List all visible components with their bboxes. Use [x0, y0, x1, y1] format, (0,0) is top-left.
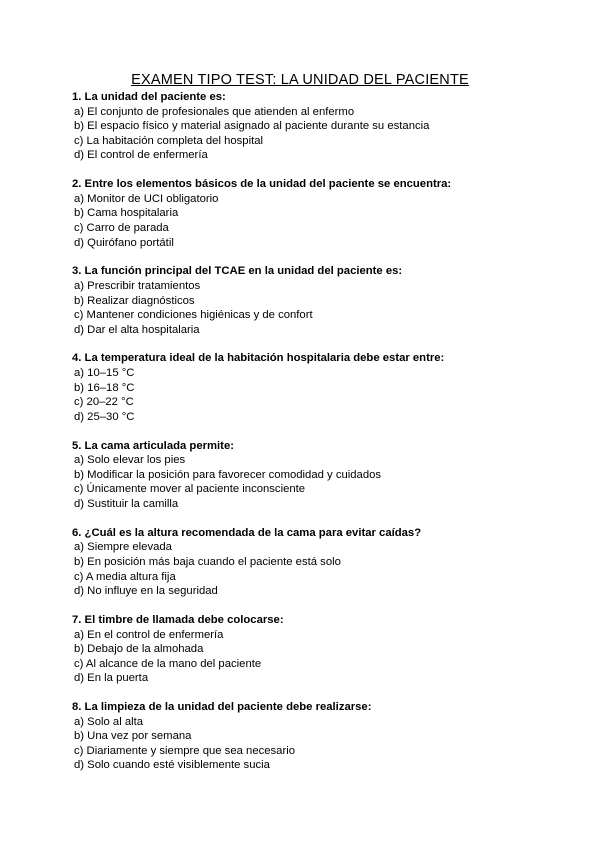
- option-c: c) Diariamente y siempre que sea necesario: [74, 744, 296, 757]
- option-a: a) Monitor de UCI obligatorio: [74, 192, 219, 205]
- question-title: 4. La temperatura ideal de la habitación hospitalaria debe estar entre:: [72, 352, 445, 365]
- option-b: b) 16–18 °C: [74, 381, 135, 394]
- option-b: b) Modificar la posición para favorecer comodidad y cuidados: [74, 468, 382, 481]
- question-5: [72, 439, 572, 512]
- option-c: c) Al alcance de la mano del paciente: [74, 657, 262, 670]
- option-b: b) Cama hospitalaria: [74, 207, 179, 220]
- option-a: a) El conjunto de profesionales que atienden al enfermo: [74, 105, 355, 118]
- question-title: 2. Entre los elementos básicos de la unidad del paciente se encuentra:: [72, 178, 452, 191]
- option-c: c) A media altura fija: [74, 570, 176, 583]
- option-a: a) En el control de enfermería: [74, 628, 224, 641]
- option-b: b) En posición más baja cuando el paciente está solo: [74, 555, 341, 568]
- option-d: d) En la puerta: [74, 672, 149, 685]
- option-d: d) Dar el alta hospitalaria: [74, 323, 200, 336]
- option-d: d) Solo cuando esté visiblemente sucia: [74, 759, 270, 772]
- option-c: c) Únicamente mover al paciente inconsciente: [74, 483, 306, 496]
- option-b: b) Debajo de la almohada: [74, 643, 204, 656]
- question-4: [72, 351, 572, 424]
- question-2: [72, 177, 572, 250]
- option-c: c) Mantener condiciones higiénicas y de confort: [74, 309, 313, 322]
- question-title: 3. La función principal del TCAE en la unidad del paciente es:: [72, 265, 403, 278]
- question-1: [72, 90, 572, 163]
- option-b: b) Realizar diagnósticos: [74, 294, 195, 307]
- option-b: b) Una vez por semana: [74, 730, 192, 743]
- option-d: d) El control de enfermería: [74, 149, 208, 162]
- option-a: a) 10–15 °C: [74, 367, 135, 380]
- option-c: c) Carro de parada: [74, 221, 169, 234]
- question-7: [72, 613, 572, 686]
- option-c: c) La habitación completa del hospital: [74, 134, 264, 147]
- option-b: b) El espacio físico y material asignado al paciente durante su estancia: [74, 120, 430, 133]
- question-6: [72, 526, 572, 599]
- option-d: d) No influye en la seguridad: [74, 585, 218, 598]
- question-title: 1. La unidad del paciente es:: [72, 91, 226, 103]
- document-title: EXAMEN TIPO TEST: LA UNIDAD DEL PACIENTE: [131, 72, 469, 88]
- question-title: 8. La limpieza de la unidad del paciente debe realizarse:: [72, 701, 372, 714]
- option-a: a) Prescribir tratamientos: [74, 279, 201, 292]
- question-title: 6. ¿Cuál es la altura recomendada de la cama para evitar caídas?: [72, 526, 422, 539]
- question-3: [72, 264, 572, 337]
- question-list: [72, 90, 572, 787]
- question-8: [72, 700, 572, 773]
- option-d: d) Sustituir la camilla: [74, 498, 179, 510]
- option-d: d) 25–30 °C: [74, 410, 135, 423]
- question-title: 5. La cama articulada permite:: [72, 439, 234, 452]
- question-title: 7. El timbre de llamada debe colocarse:: [72, 613, 284, 626]
- option-a: a) Solo al alta: [74, 715, 144, 728]
- option-a: a) Siempre elevada: [74, 541, 172, 554]
- option-c: c) 20–22 °C: [74, 396, 134, 409]
- option-d: d) Quirófano portátil: [74, 236, 174, 249]
- option-a: a) Solo elevar los pies: [74, 454, 186, 467]
